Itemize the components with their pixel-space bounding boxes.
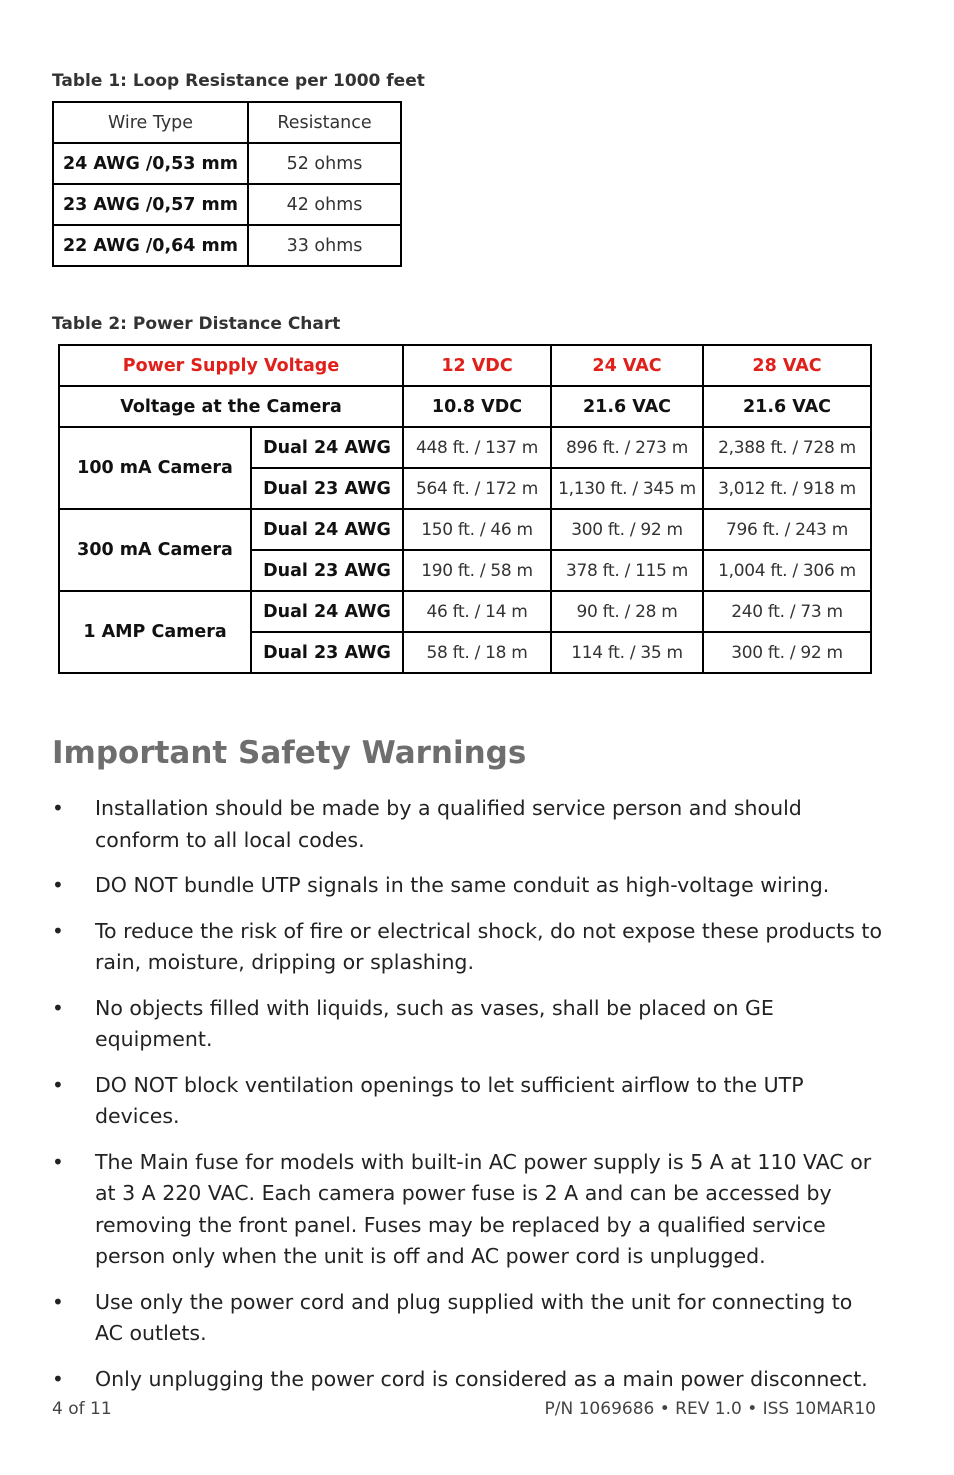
wire-cell: Dual 24 AWG bbox=[251, 591, 403, 632]
warning-text: DO NOT block ventilation openings to let sufficient airflow to the UTP devices. bbox=[95, 1072, 804, 1128]
table1-caption: Table 1: Loop Resistance per 1000 feet bbox=[52, 71, 425, 91]
bullet-icon: • bbox=[52, 873, 64, 897]
list-item bbox=[52, 993, 882, 1056]
supply-voltage-value: 12 VDC bbox=[403, 345, 551, 386]
distance-cell: 448 ft. / 137 m bbox=[403, 427, 551, 468]
table-row bbox=[59, 427, 871, 468]
distance-cell: 1,130 ft. / 345 m bbox=[551, 468, 703, 509]
distance-cell: 46 ft. / 14 m bbox=[403, 591, 551, 632]
bullet-icon: • bbox=[52, 1149, 64, 1174]
list-item bbox=[52, 1364, 882, 1396]
distance-cell: 896 ft. / 273 m bbox=[551, 427, 703, 468]
warning-text: Only unplugging the power cord is considered as a main power disconnect. bbox=[95, 1366, 868, 1391]
wire-type-cell: 23 AWG /0,57 mm bbox=[53, 184, 248, 225]
table-row bbox=[53, 143, 401, 184]
supply-voltage-value: 28 VAC bbox=[703, 345, 871, 386]
supply-voltage-label: Power Supply Voltage bbox=[59, 345, 403, 386]
warning-text: To reduce the risk of fire or electrical shock, do not expose these products to rain, moisture, dripping or splashing. bbox=[95, 918, 882, 974]
warning-text: DO NOT bundle UTP signals in the same conduit as high-voltage wiring. bbox=[95, 873, 830, 897]
wire-cell: Dual 23 AWG bbox=[251, 632, 403, 673]
part-number: P/N 1069686 • REV 1.0 • ISS 10MAR10 bbox=[544, 1399, 876, 1419]
distance-cell: 300 ft. / 92 m bbox=[551, 509, 703, 550]
list-item bbox=[52, 793, 882, 856]
resistance-cell: 52 ohms bbox=[248, 143, 401, 184]
distance-cell: 796 ft. / 243 m bbox=[703, 509, 871, 550]
table-header-row bbox=[53, 102, 401, 143]
header-wire-type: Wire Type bbox=[53, 102, 248, 143]
warning-text: Use only the power cord and plug supplied with the unit for connecting to AC outlets. bbox=[95, 1289, 853, 1345]
warning-text: No objects filled with liquids, such as vases, shall be placed on GE equipment. bbox=[95, 995, 774, 1051]
bullet-icon: • bbox=[52, 995, 64, 1020]
camera-voltage-value: 10.8 VDC bbox=[403, 386, 551, 427]
list-item bbox=[52, 870, 882, 902]
distance-cell: 58 ft. / 18 m bbox=[403, 632, 551, 673]
list-item bbox=[52, 916, 882, 979]
list-item bbox=[52, 1070, 882, 1133]
power-distance-table bbox=[58, 344, 872, 674]
wire-cell: Dual 24 AWG bbox=[251, 427, 403, 468]
bullet-icon: • bbox=[52, 1072, 64, 1097]
supply-voltage-value: 24 VAC bbox=[551, 345, 703, 386]
wire-type-cell: 22 AWG /0,64 mm bbox=[53, 225, 248, 266]
distance-cell: 90 ft. / 28 m bbox=[551, 591, 703, 632]
warning-text: Installation should be made by a qualified service person and should conform to all local codes. bbox=[95, 796, 802, 852]
list-item bbox=[52, 1287, 882, 1350]
distance-cell: 150 ft. / 46 m bbox=[403, 509, 551, 550]
wire-cell: Dual 24 AWG bbox=[251, 509, 403, 550]
table2-caption: Table 2: Power Distance Chart bbox=[52, 314, 341, 334]
camera-voltage-value: 21.6 VAC bbox=[551, 386, 703, 427]
table-row bbox=[53, 184, 401, 225]
distance-cell: 2,388 ft. / 728 m bbox=[703, 427, 871, 468]
table-row bbox=[59, 509, 871, 550]
camera-type-cell: 100 mA Camera bbox=[59, 427, 251, 509]
distance-cell: 190 ft. / 58 m bbox=[403, 550, 551, 591]
section-heading: Important Safety Warnings bbox=[52, 735, 527, 771]
distance-cell: 378 ft. / 115 m bbox=[551, 550, 703, 591]
supply-voltage-row bbox=[59, 345, 871, 386]
resistance-cell: 33 ohms bbox=[248, 225, 401, 266]
table-row bbox=[53, 225, 401, 266]
camera-type-cell: 300 mA Camera bbox=[59, 509, 251, 591]
distance-cell: 1,004 ft. / 306 m bbox=[703, 550, 871, 591]
camera-voltage-label: Voltage at the Camera bbox=[59, 386, 403, 427]
table-row bbox=[59, 591, 871, 632]
loop-resistance-table bbox=[52, 101, 402, 267]
bullet-icon: • bbox=[52, 1289, 64, 1314]
distance-cell: 240 ft. / 73 m bbox=[703, 591, 871, 632]
page-number: 4 of 11 bbox=[52, 1399, 112, 1419]
list-item bbox=[52, 1147, 882, 1273]
distance-cell: 300 ft. / 92 m bbox=[703, 632, 871, 673]
distance-cell: 3,012 ft. / 918 m bbox=[703, 468, 871, 509]
warning-text: The Main fuse for models with built-in AC power supply is 5 A at 110 VAC or at 3 A 220 VAC. Each camera power fuse is 2 A and can be accessed by removing the front panel. Fuses may be replaced by a qualified service person only when the unit is off and AC power cord is unplugged. bbox=[95, 1149, 872, 1268]
camera-voltage-value: 21.6 VAC bbox=[703, 386, 871, 427]
wire-cell: Dual 23 AWG bbox=[251, 550, 403, 591]
wire-cell: Dual 23 AWG bbox=[251, 468, 403, 509]
distance-cell: 114 ft. / 35 m bbox=[551, 632, 703, 673]
camera-type-cell: 1 AMP Camera bbox=[59, 591, 251, 673]
header-resistance: Resistance bbox=[248, 102, 401, 143]
camera-voltage-row bbox=[59, 386, 871, 427]
bullet-icon: • bbox=[52, 1366, 64, 1391]
bullet-icon: • bbox=[52, 918, 64, 943]
resistance-cell: 42 ohms bbox=[248, 184, 401, 225]
distance-cell: 564 ft. / 172 m bbox=[403, 468, 551, 509]
bullet-icon: • bbox=[52, 796, 64, 820]
wire-type-cell: 24 AWG /0,53 mm bbox=[53, 143, 248, 184]
safety-warnings-list bbox=[52, 793, 882, 1409]
